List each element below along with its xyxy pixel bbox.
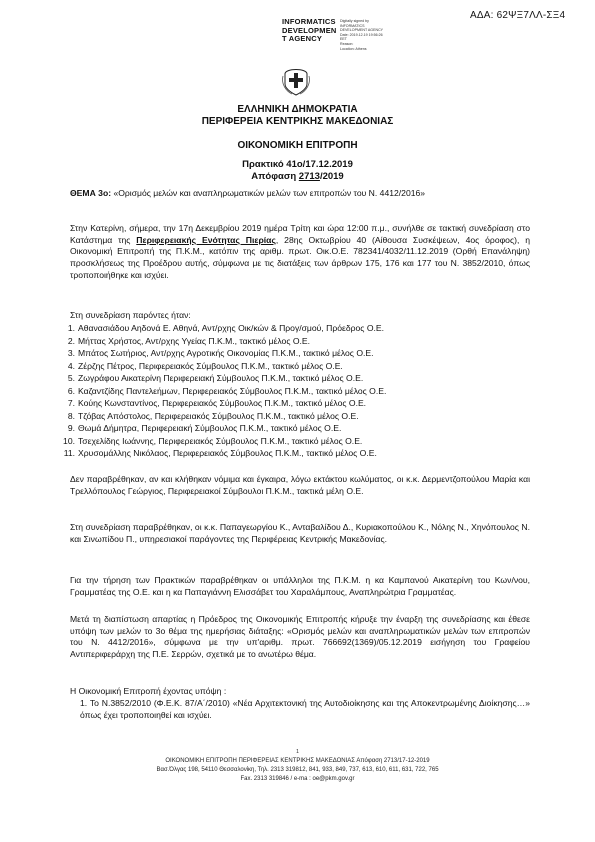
greek-emblem-icon — [282, 66, 310, 96]
page-number: 1 — [296, 749, 299, 755]
signature-details: Digitally signed by INFORMATICS DEVELOPMENT AGENCY Date: 2019.12.19 19:56:26 EET Reason: Location: Athens — [340, 19, 384, 51]
footer-decision: ΟΙΚΟΝΟΜΙΚΗ ΕΠΙΤΡΟΠΗ ΠΕΡΙΦΕΡΕΙΑΣ ΚΕΝΤΡΙΚΗΣ ΜΑΚΕΔΟΝΙΑΣ Απόφαση 2713/17-12-2019 — [165, 758, 430, 764]
list-item: 10. Τσεχελίδης Ιωάννης, Περιφερειακός Σύμβουλος Π.Κ.Μ., τακτικό μέλος Ο.Ε. — [63, 435, 363, 446]
law-reference-1: 1. Το Ν.3852/2010 (Φ.Ε.Κ. 87/Α΄/2010) «Νέα Αρχιτεκτονική της Αυτοδιοίκησης και της Αποκεντρωμένης Διοίκησης…» όπως έχει τροποποιηθεί και ισχύει. — [80, 698, 530, 720]
absent-paragraph: Δεν παραβρέθηκαν, αν και κλήθηκαν νόμιμα και έγκαιρα, λόγω εκτάκτου κωλύματος, οι κ.κ. Δερμεντζοπούλου Μαρία και Τρελλόπουλος Γεώργιος, Περιφερειακοί Σύμβουλοι Π.Κ.Μ., τακτικά μέλη Ο.Ε. — [70, 474, 530, 496]
ada-code: ΑΔΑ: 62ΨΞ7ΛΛ-ΣΞ4 — [470, 10, 566, 21]
republic-heading: ΕΛΛΗΝΙΚΗ ΔΗΜΟΚΡΑΤΙΑ — [237, 104, 358, 115]
intro-paragraph: Στην Κατερίνη, σήμερα, την 17η Δεκεμβρίου 2019 ημέρα Τρίτη και ώρα 12:00 π.μ., συνήλθε σε τακτική συνεδρίαση στο Κατάστημα της Περιφερειακής Ενότητας Πιερίας, 28ης Οκτωβρίου 40 (Αίθουσα Συσκέψεων, 4ος όροφος), η Οικονομική Επιτροπή της Π.Κ.Μ., κατόπιν της αριθμ. πρωτ. Οικ.Ο.Ε. 782341/4032/11.12.2019 (Ορθή Επανάληψη) προσκλήσεως της Προέδρου αυτής, σύμφωνα με τις διατάξεις των άρθρων 175, 176 και 177 του Ν. 3852/2010, όπως τροποποιήθηκε και ισχύει. — [70, 223, 530, 280]
session-start-paragraph: Μετά τη διαπίστωση απαρτίας η Πρόεδρος της Οικονομικής Επιτροπής κήρυξε την έναρξη της συνεδρίασης και έθεσε υπόψη των μελών το 3ο θέμα της ημερήσιας διάταξης: «Ορισμός μελών και αναπληρωματικών μελών των επιτροπών του Ν. 4412/2016», σύμφωνα με την υπ'αριθμ. πρωτ. 766692(1369)/05.12.2019 εισήγηση του Γραφείου Αντιπεριφεράρχη της Π.Ε. Σερρών, σχετικά με το ανωτέρω θέμα. — [70, 614, 530, 660]
list-item: 4. Ζέρζης Πέτρος, Περιφερειακός Σύμβουλος Π.Κ.Μ., τακτικό μέλος Ο.Ε. — [67, 360, 343, 371]
list-item: 6. Καζαντζίδης Παντελεήμων, Περιφερειακός Σύμβουλος Π.Κ.Μ., τακτικό μέλος Ο.Ε. — [67, 385, 387, 396]
list-item: 2. Μήττας Χρήστος, Αντ/ρχης Υγείας Π.Κ.Μ., τακτικό μέλος Ο.Ε. — [67, 335, 311, 346]
list-item: 1. Αθανασιάδου Αηδονά Ε. Αθηνά, Αντ/ρχης Οικ/κών & Προγ/σμού, Πρόεδρος Ο.Ε. — [67, 323, 385, 333]
list-item: 5. Ζωγράφου Αικατερίνη Περιφερειακή Σύμβουλος Π.Κ.Μ., τακτικό μέλος Ο.Ε. — [67, 373, 364, 383]
list-item: 7. Κούης Κωνσταντίνος, Περιφερειακός Σύμβουλος Π.Κ.Μ., τακτικό μέλος Ο.Ε. — [67, 398, 367, 408]
subject-line: ΘΕΜΑ 3ο: «Ορισμός μελών και αναπληρωματικών μελών των επιτροπών του Ν. 4412/2016» — [70, 188, 426, 198]
attendance-paragraph: Στη συνεδρίαση παραβρέθηκαν, οι κ.κ. Παπαγεωργίου Κ., Ανταβαλίδου Δ., Κυριακοπούλου Κ., Νόλης Ν., Χηνόπουλος Ν. και Σινωπίδου Π., υπηρεσιακοί παράγοντες της Περιφέρειας Κεντρικής Μακεδονίας. — [70, 522, 530, 544]
minutes-keeping-paragraph: Για την τήρηση των Πρακτικών παραβρέθηκαν οι υπάλληλοι της Π.Κ.Μ. η κα Καμπανού Αικατερίνη του Κων/νου, Γραμματέας της Ο.Ε. και η κα Παπαγιάννη Ελισσάβετ του Χαραλάμπους, Αναπληρώτρια Γραμματέας. — [70, 575, 530, 597]
list-item: 8. Τζόβας Απόστολος, Περιφερειακός Σύμβουλος Π.Κ.Μ., τακτικό μέλος Ο.Ε. — [67, 410, 359, 421]
list-item: 11. Χρυσομάλλης Νικόλαος, Περιφερειακός Σύμβουλος Π.Κ.Μ., τακτικό μέλος Ο.Ε. — [63, 448, 377, 458]
footer-contact: Fax. 2313 319846 / e-ma : oe@pkm.gov.gr — [240, 776, 355, 782]
committee-heading: ΟΙΚΟΝΟΜΙΚΗ ΕΠΙΤΡΟΠΗ — [237, 140, 358, 151]
signature-agency-name: INFORMATICS DEVELOPMEN T AGENCY — [282, 17, 337, 43]
region-heading: ΠΕΡΙΦΕΡΕΙΑ ΚΕΝΤΡΙΚΗΣ ΜΑΚΕΔΟΝΙΑΣ — [201, 116, 394, 127]
list-item: 9. Θωμά Δήμητρα, Περιφερειακή Σύμβουλος Π.Κ.Μ., τακτικό μέλος Ο.Ε. — [67, 423, 342, 433]
list-item: 3. Μπάτος Σωτήριος, Αντ/ρχης Αγροτικής Οικονομίας Π.Κ.Μ., τακτικό μέλος Ο.Ε. — [67, 348, 374, 358]
considerations-intro: Η Οικονομική Επιτροπή έχοντας υπόψη : — [70, 686, 227, 696]
decision-number: Απόφαση 2713/2019 — [251, 171, 344, 182]
digital-signature-stamp — [282, 18, 392, 62]
present-members-list — [62, 322, 532, 460]
footer-address: Βασ.Όλγας 198, 54110 Θεσσαλονίκη, Τηλ. 2313 319812, 841, 933, 849, 737, 613, 610, 611, 631, 722, 765 — [156, 767, 439, 773]
minutes-number: Πρακτικό 41ο/17.12.2019 — [242, 159, 353, 170]
page-footer — [0, 748, 595, 784]
present-members-title: Στη συνεδρίαση παρόντες ήταν: — [70, 310, 191, 320]
